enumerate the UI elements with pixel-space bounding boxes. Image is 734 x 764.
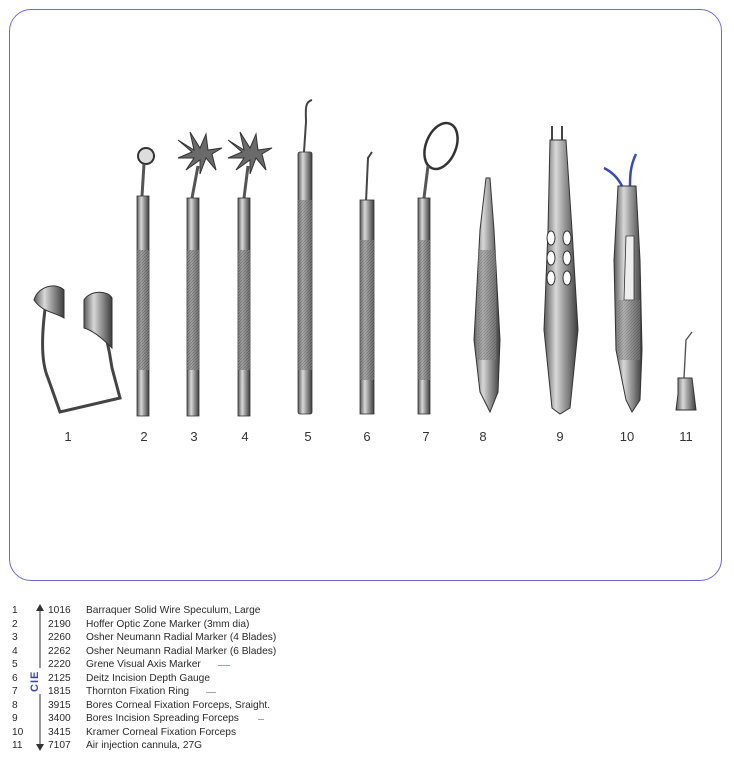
legend-description: Hoffer Optic Zone Marker (3mm dia) (86, 618, 250, 630)
instrument-number-9: 9 (556, 429, 564, 444)
spreading-forceps-9 (544, 126, 578, 414)
legend-index: 8 (12, 699, 18, 711)
legend-index: 9 (12, 713, 18, 724)
legend-index: 3 (12, 632, 18, 643)
legend-description: Osher Neumann Radial Marker (4 Blades) (86, 632, 277, 643)
brand-label: CIE (26, 668, 44, 694)
legend-code: 2220 (48, 659, 71, 670)
legend-index: 6 (12, 672, 18, 684)
legend-description: Bores Corneal Fixation Forceps, Sraight. (86, 699, 271, 711)
legend-code: 2190 (48, 618, 71, 630)
dash-mark (218, 665, 230, 666)
instrument-number-3: 3 (190, 429, 198, 444)
legend-index: 4 (12, 645, 18, 657)
instrument-number-4: 4 (241, 429, 249, 444)
legend-code: 7107 (48, 740, 71, 751)
instrument-number-2: 2 (140, 429, 148, 444)
instrument-number-11: 11 (679, 429, 693, 444)
legend-code: 2262 (48, 645, 71, 657)
legend-code: 3915 (48, 699, 71, 711)
legend-description: Barraquer Solid Wire Speculum, Large (86, 605, 261, 616)
legend-code: 2260 (48, 632, 71, 643)
legend-description: Osher Neumann Radial Marker (6 Blades) (86, 645, 277, 657)
radial-marker-4 (228, 132, 272, 416)
dash-mark (206, 692, 216, 693)
legend-index: 2 (12, 618, 18, 630)
legend-description: Grene Visual Axis Marker (86, 659, 201, 670)
legend-code: 3415 (48, 726, 71, 738)
fixation-ring-7 (418, 118, 464, 414)
dash-mark (258, 719, 264, 720)
instrument-number-6: 6 (363, 429, 371, 444)
instrument-number-5: 5 (304, 429, 312, 444)
legend-description: Bores Incision Spreading Forceps (86, 713, 239, 724)
legend-description: Thornton Fixation Ring (86, 686, 190, 697)
legend-index: 1 (12, 605, 18, 616)
instrument-legend (0, 600, 734, 764)
visual-axis-marker-5 (298, 100, 312, 414)
legend-description: Air injection cannula, 27G (86, 740, 203, 751)
speculum-1 (34, 286, 120, 412)
optic-zone-marker-2 (137, 148, 154, 416)
legend-code: 3400 (48, 713, 71, 724)
corneal-forceps-10 (604, 154, 642, 412)
instrument-number-10: 10 (619, 429, 635, 444)
legend-index: 11 (12, 740, 23, 751)
depth-gauge-6 (360, 152, 374, 414)
legend-index: 10 (12, 726, 24, 738)
legend-code: 1016 (48, 605, 71, 616)
fixation-forceps-8 (474, 178, 500, 412)
legend-code: 2125 (48, 672, 71, 684)
legend-description: Kramer Corneal Fixation Forceps (86, 726, 237, 738)
legend-description: Deitz Incision Depth Gauge (86, 672, 211, 684)
injection-cannula-11 (676, 332, 696, 410)
instrument-number-8: 8 (479, 429, 487, 444)
instrument-number-1: 1 (64, 429, 72, 444)
legend-code: 1815 (48, 686, 71, 697)
instrument-number-7: 7 (422, 429, 430, 444)
radial-marker-3 (178, 132, 222, 416)
legend-index: 5 (12, 659, 18, 670)
legend-index: 7 (12, 686, 18, 697)
